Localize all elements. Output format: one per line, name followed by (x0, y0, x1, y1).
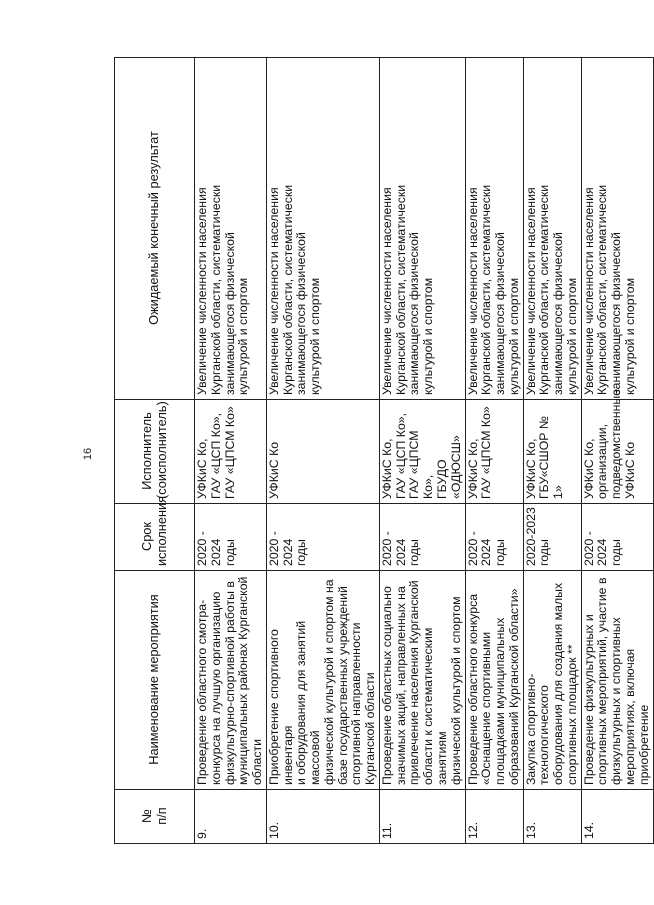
row-executor: УФКиС Ко, ГАУ «ЦСП Ко», ГАУ «ЦПСМ Ко» (195, 400, 267, 504)
row-name: Проведение областного конкурса «Оснащение спортивными площадками муниципальных образований Курганской области» (465, 571, 523, 790)
row-result: Увеличение численности населения Курганской области, систематически занимающегося физической культурой и спортом (379, 58, 465, 400)
row-executor: УФКиС Ко, ГАУ «ЦСП Ко», ГАУ «ЦПСМ Ко», ГБУДО «ОДЮСШ» (379, 400, 465, 504)
row-term: 2020 - 2024 годы (581, 504, 653, 571)
header-executor: Исполнитель (соисполнитель) (115, 400, 195, 504)
table-body (195, 58, 654, 844)
row-name: Закупка спортивно-технологического оборудования для создания малых спортивных площадок ** (523, 571, 581, 790)
row-executor: УФКиС Ко (266, 400, 379, 504)
row-name: Проведение областных социально значимых акций, направленных на привлечение населения Курганской области к систематическим занятиям физической культурой и спортом (379, 571, 465, 790)
row-result: Увеличение численности населения Курганской области, систематически занимающегося физической культурой и спортом (465, 58, 523, 400)
row-num: 11. (379, 790, 465, 844)
row-executor: УФКиС Ко, ГБУ«СШОР № 1» (523, 400, 581, 504)
row-num: 13. (523, 790, 581, 844)
header-name: Наименование мероприятия (115, 571, 195, 790)
header-result: Ожидаемый конечный результат (115, 58, 195, 400)
row-num: 10. (266, 790, 379, 844)
row-num: 14. (581, 790, 653, 844)
page-number: 16 (82, 447, 95, 461)
row-num: 12. (465, 790, 523, 844)
row-term: 2020 - 2024 годы (465, 504, 523, 571)
rotated-table-container (114, 58, 651, 844)
table-row (379, 58, 465, 844)
table-row (523, 58, 581, 844)
header-term: Срок исполнения (115, 504, 195, 571)
row-num: 9. (195, 790, 267, 844)
header-num: № п/п (115, 790, 195, 844)
table-row (195, 58, 267, 844)
row-result: Увеличение численности населения Курганской области, систематически занимающегося физической культурой и спортом (581, 58, 653, 400)
row-term: 2020-2023 годы (523, 504, 581, 571)
row-term: 2020 - 2024 годы (379, 504, 465, 571)
row-executor: УФКиС Ко, организации, подведомственные УФКиС Ко (581, 400, 653, 504)
row-result: Увеличение численности населения Курганской области, систематически занимающегося физической культурой и спортом (266, 58, 379, 400)
table-row (581, 58, 653, 844)
row-term: 2020 - 2024 годы (195, 504, 267, 571)
row-name: Проведение физкультурных и спортивных мероприятий, участие в физкультурных и спортивных мероприятиях, включая приобретение (581, 571, 653, 790)
row-name: Проведение областного смотра- конкурса на лучшую организацию физкультурно-спортивной работы в муниципальных районах Курганской области (195, 571, 267, 790)
table-row (465, 58, 523, 844)
row-executor: УФКиС Ко, ГАУ «ЦПСМ Ко» (465, 400, 523, 504)
row-name: Приобретение спортивного инвентаря и оборудования для занятий массовой физической культурой и спортом на базе государственных учреждений спортивной направленности Курганской области (266, 571, 379, 790)
table-row (266, 58, 379, 844)
row-term: 2020 - 2024 годы (266, 504, 379, 571)
activities-table (114, 57, 654, 844)
table-header (115, 58, 195, 844)
header-row (115, 58, 195, 844)
row-result: Увеличение численности населения Курганской области, систематически занимающегося физической культурой и спортом (195, 58, 267, 400)
row-result: Увеличение численности населения Курганской области, систематически занимающегося физической культурой и спортом (523, 58, 581, 400)
